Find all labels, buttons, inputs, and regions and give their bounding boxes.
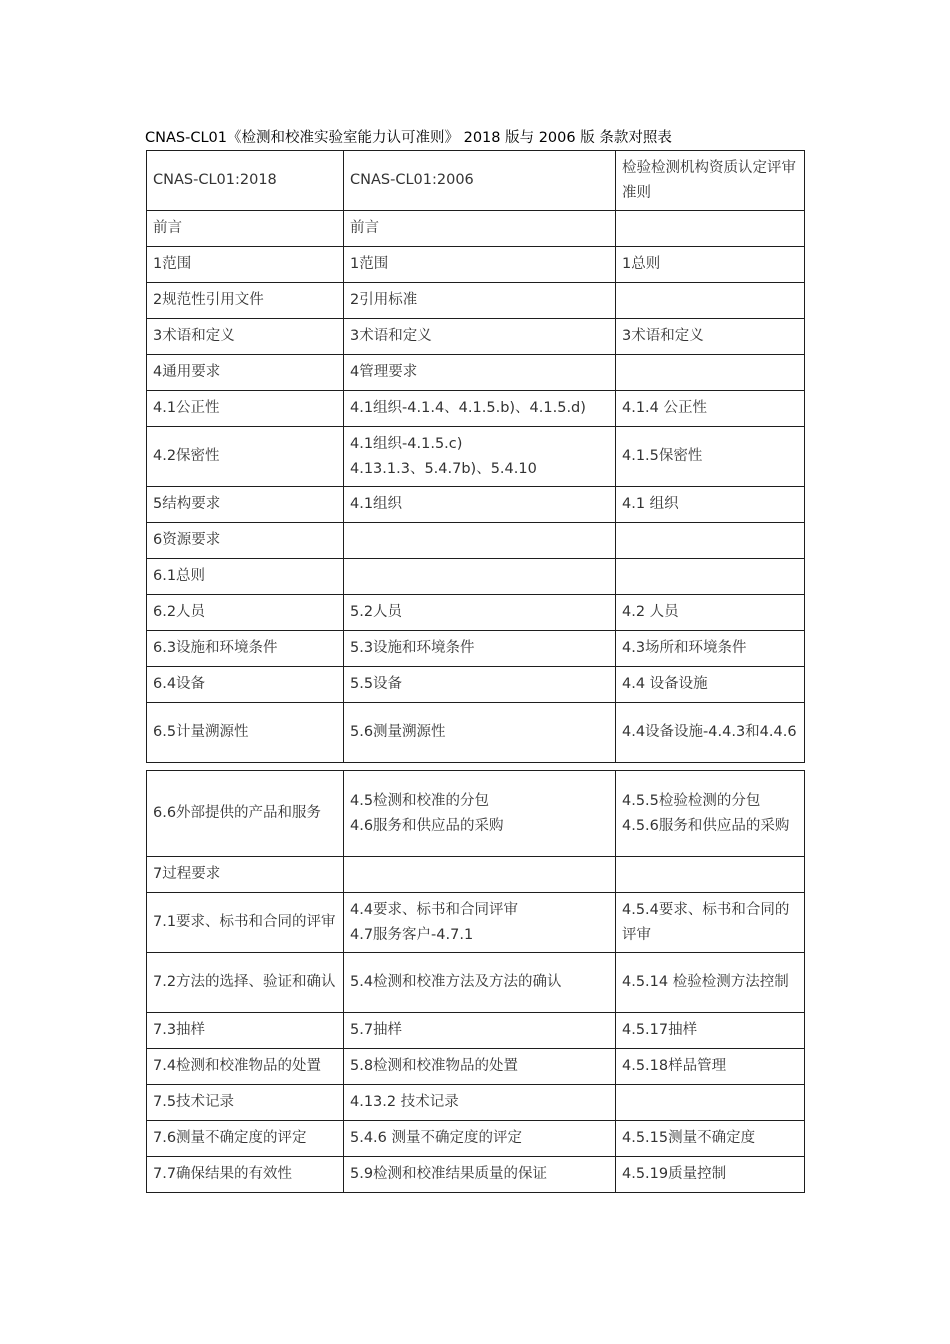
table-cell-col-2018 [147,1013,344,1049]
table-cell-col-2018 [147,559,344,595]
cell-text: 前言 [350,220,379,236]
table-cell-col-2006 [344,703,616,763]
table-cell-col-criteria [616,247,805,283]
table-cell-col-2006 [344,857,616,893]
header-cell-2006: CNAS-CL01:2006 [344,151,616,211]
cell-text: 5.8检测和校准物品的处置 [350,1058,519,1074]
table-cell-col-2006 [344,1085,616,1121]
cell-text: 前言 [153,220,182,236]
table-cell-col-criteria [616,595,805,631]
cell-text: 5.2人员 [350,604,403,620]
cell-text: 4管理要求 [350,364,418,380]
table-cell-col-2018 [147,523,344,559]
table-cell-col-2018 [147,893,344,953]
table-cell-col-2018 [147,247,344,283]
table-cell-col-2018 [147,631,344,667]
cell-text: 5.5设备 [350,676,403,692]
table-cell-col-criteria [616,1157,805,1193]
table-cell-col-criteria [616,1049,805,1085]
table-cell-col-2006 [344,559,616,595]
cell-text: 1范围 [153,256,192,272]
table-row [147,771,805,857]
cell-text: 7.7确保结果的有效性 [153,1166,293,1182]
table-cell-col-criteria [616,283,805,319]
table-cell-col-2006 [344,247,616,283]
table-cell-col-criteria [616,559,805,595]
cell-text: 4.13.2 技术记录 [350,1094,459,1110]
cell-text: 4.5.18样品管理 [622,1058,727,1074]
cell-text: 4.5.14 检验检测方法控制 [622,974,789,990]
table-row [147,893,805,953]
table-cell-col-2018 [147,1085,344,1121]
cell-text: 1总则 [622,256,661,272]
table-cell-col-criteria [616,523,805,559]
cell-text: 4.1.4 公正性 [622,400,708,416]
table-cell-col-2006 [344,631,616,667]
table-cell-col-2018 [147,283,344,319]
cell-text: 6.1总则 [153,568,206,584]
table-cell-col-criteria [616,487,805,523]
cell-text: 6.2人员 [153,604,206,620]
document-title: CNAS-CL01《检测和校准实验室能力认可准则》 2018 版与 2006 版 条款对照表 [145,130,672,146]
cell-text: 5.4.6 测量不确定度的评定 [350,1130,523,1146]
table-row [147,319,805,355]
table-row [147,953,805,1013]
cell-text: 4.5.5检验检测的分包 [622,792,761,809]
cell-text: 7.4检测和校准物品的处置 [153,1058,322,1074]
table-row [147,857,805,893]
table-row [147,1049,805,1085]
table-row [147,247,805,283]
table-cell-col-criteria [616,427,805,487]
cell-text: 3术语和定义 [622,328,704,344]
table-header-row [147,151,805,211]
cell-text: 4.4要求、标书和合同评审 [350,901,519,918]
table-body-part2 [147,771,805,1193]
cell-text: 4.1公正性 [153,400,220,416]
cell-text: 4.4设备设施-4.4.3和4.4.6 [622,724,797,740]
table-row [147,427,805,487]
table-cell-col-2006 [344,523,616,559]
table-row [147,1085,805,1121]
cell-text: 5.4检测和校准方法及方法的确认 [350,974,562,990]
table-cell-col-criteria [616,703,805,763]
cell-text: 4.1.5保密性 [622,448,703,464]
table-cell-col-2006 [344,319,616,355]
cell-text: 4.2保密性 [153,448,220,464]
comparison-table-part2 [146,770,805,1193]
cell-text: 5.6测量溯源性 [350,724,446,740]
cell-text: 4.1组织-4.1.5.c) [350,435,463,452]
table-cell-col-2006 [344,283,616,319]
cell-text: 7.5技术记录 [153,1094,235,1110]
cell-text: 4.5.19质量控制 [622,1166,727,1182]
cell-text: 3术语和定义 [350,328,432,344]
table-cell-col-2018 [147,1121,344,1157]
table-row [147,391,805,427]
table-cell-col-2018 [147,391,344,427]
table-cell-col-2006 [344,595,616,631]
cell-text: 6.4设备 [153,676,206,692]
table-cell-col-2018 [147,355,344,391]
table-cell-col-criteria [616,1085,805,1121]
table-cell-col-2006 [344,667,616,703]
table-row [147,1121,805,1157]
header-cell-criteria: 检验检测机构资质认定评审准则 [616,151,805,211]
table-cell-col-2006 [344,427,616,487]
cell-text: 5.7抽样 [350,1022,403,1038]
cell-text: 5结构要求 [153,496,221,512]
table-cell-col-2018 [147,953,344,1013]
cell-text: 6.6外部提供的产品和服务 [153,805,322,821]
table-cell-col-criteria [616,631,805,667]
cell-text: 7.1要求、标书和合同的评审 [153,914,336,930]
table-cell-col-criteria [616,1013,805,1049]
table-cell-col-2006 [344,355,616,391]
cell-text: 5.3设施和环境条件 [350,640,475,656]
table-row [147,1157,805,1193]
table-cell-col-2018 [147,487,344,523]
cell-text: 4.7服务客户-4.7.1 [350,926,474,943]
table-row [147,667,805,703]
cell-text: 4.5.15测量不确定度 [622,1130,756,1146]
cell-text: 7.2方法的选择、验证和确认 [153,974,336,990]
table-row [147,595,805,631]
cell-text: 4.4 设备设施 [622,676,708,692]
cell-text: 3术语和定义 [153,328,235,344]
table-row [147,523,805,559]
table-row [147,211,805,247]
table-cell-col-2018 [147,211,344,247]
cell-text: 6资源要求 [153,532,221,548]
cell-text: 6.5计量溯源性 [153,724,249,740]
header-cell-2018: CNAS-CL01:2018 [147,151,344,211]
table-cell-col-criteria [616,953,805,1013]
cell-text: 2规范性引用文件 [153,292,264,308]
table-cell-col-criteria [616,211,805,247]
table-cell-col-criteria [616,1121,805,1157]
cell-text: 7.3抽样 [153,1022,206,1038]
cell-text: 4.6服务和供应品的采购 [350,817,504,834]
table-cell-col-criteria [616,771,805,857]
table-row [147,703,805,763]
table-cell-col-2018 [147,1049,344,1085]
table-cell-col-2006 [344,771,616,857]
cell-text: 1范围 [350,256,389,272]
table-row [147,631,805,667]
table-cell-col-2006 [344,211,616,247]
table-cell-col-criteria [616,319,805,355]
table-cell-col-2006 [344,1013,616,1049]
table-cell-col-2018 [147,595,344,631]
table-cell-col-2018 [147,427,344,487]
table-row [147,487,805,523]
table-cell-col-2018 [147,319,344,355]
table-cell-col-2018 [147,1157,344,1193]
cell-text: 4.13.1.3、5.4.7b)、5.4.10 [350,460,537,477]
cell-text: 4.1组织 [350,496,403,512]
cell-text: 4.3场所和环境条件 [622,640,747,656]
table-cell-col-2018 [147,857,344,893]
table-cell-col-2006 [344,487,616,523]
cell-text: 4通用要求 [153,364,221,380]
cell-text: 4.5.4要求、标书和合同的评审 [622,901,790,943]
table-cell-col-criteria [616,893,805,953]
table-cell-col-2018 [147,667,344,703]
table-row [147,283,805,319]
table-row [147,355,805,391]
table-row [147,559,805,595]
table-cell-col-2006 [344,1121,616,1157]
table-cell-col-criteria [616,667,805,703]
table-cell-col-2006 [344,953,616,1013]
cell-text: 4.5检测和校准的分包 [350,792,490,809]
table-cell-col-criteria [616,391,805,427]
cell-text: 6.3设施和环境条件 [153,640,278,656]
cell-text: 4.5.17抽样 [622,1022,698,1038]
cell-text: 7过程要求 [153,866,221,882]
table-cell-col-2006 [344,1157,616,1193]
comparison-table-part1 [146,150,805,763]
cell-text: 2引用标准 [350,292,418,308]
table-cell-col-2018 [147,771,344,857]
table-cell-col-criteria [616,857,805,893]
table-body-part1 [147,151,805,763]
cell-text: 4.1 组织 [622,496,679,512]
table-cell-col-2006 [344,1049,616,1085]
cell-text: 5.9检测和校准结果质量的保证 [350,1166,548,1182]
cell-text: 4.1组织-4.1.4、4.1.5.b)、4.1.5.d) [350,400,586,416]
cell-text: 4.5.6服务和供应品的采购 [622,817,790,834]
table-cell-col-2006 [344,893,616,953]
cell-text: 4.2 人员 [622,604,679,620]
table-cell-col-criteria [616,355,805,391]
table-cell-col-2018 [147,703,344,763]
table-cell-col-2006 [344,391,616,427]
table-row [147,1013,805,1049]
cell-text: 7.6测量不确定度的评定 [153,1130,307,1146]
